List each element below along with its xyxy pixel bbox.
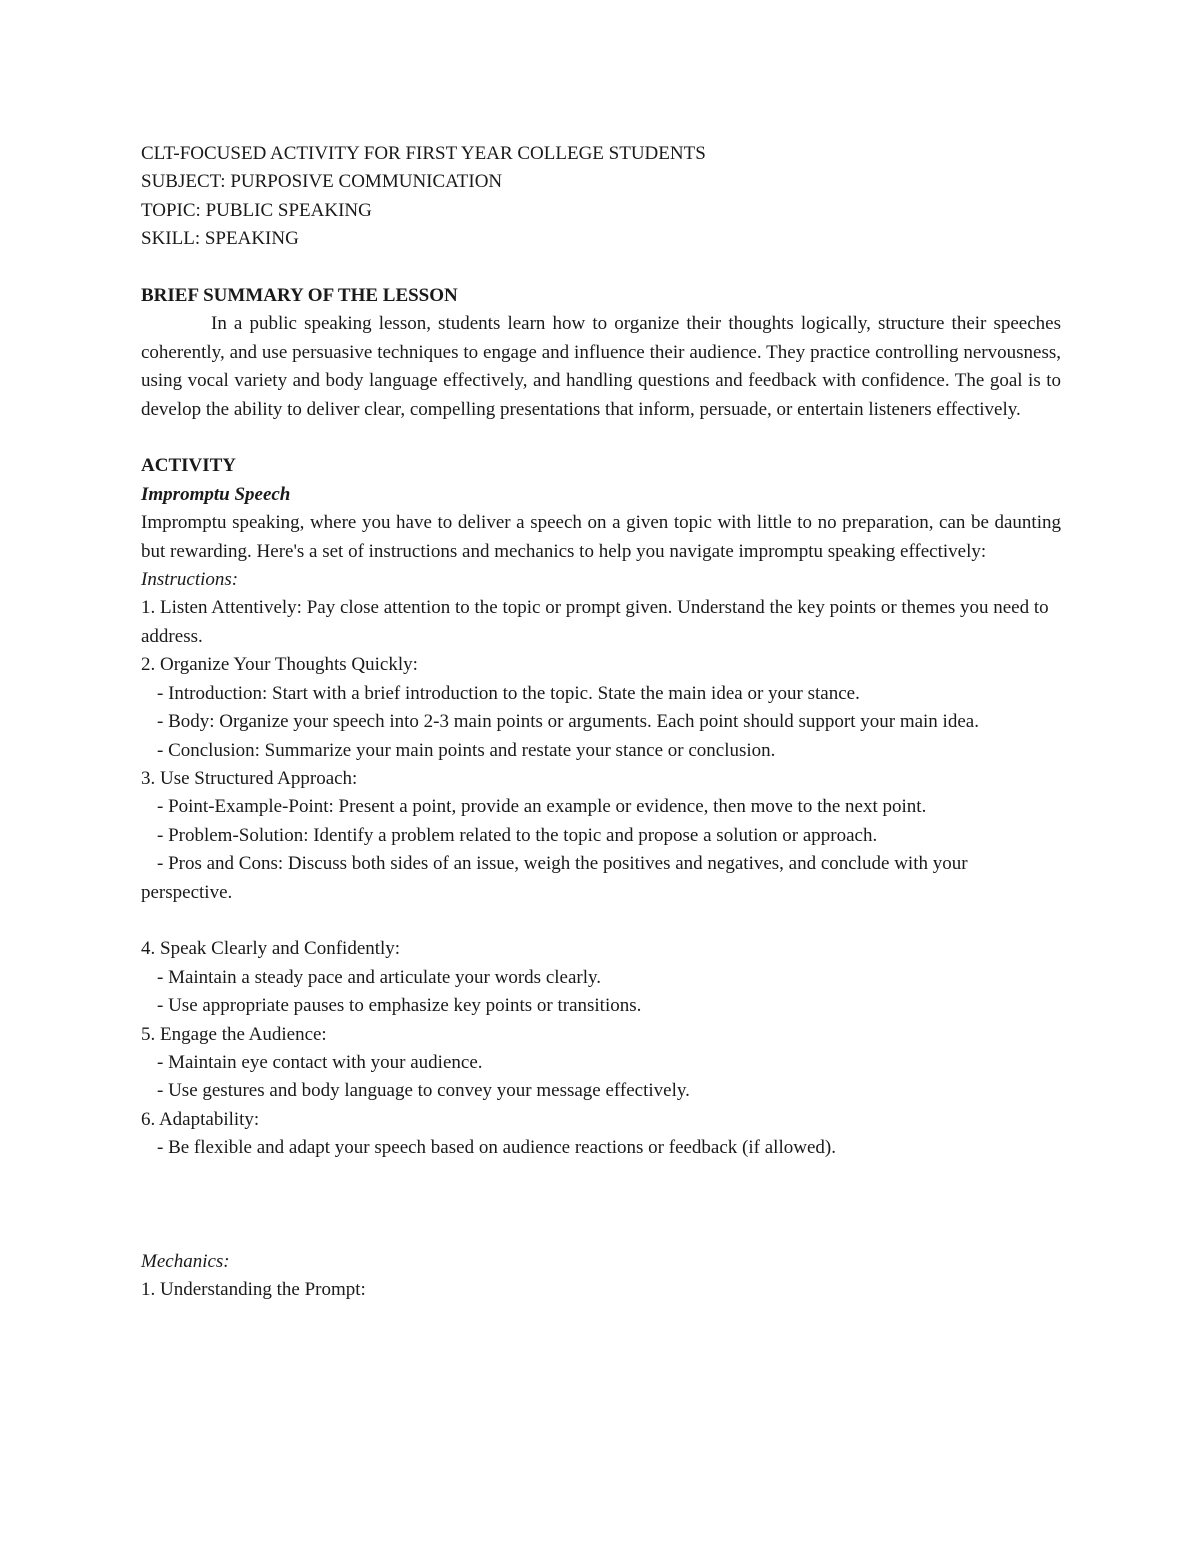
instruction-2b: - Body: Organize your speech into 2-3 main points or arguments. Each point should support your main idea. [157, 711, 979, 733]
instruction-3c: - Pros and Cons: Discuss both sides of an issue, weigh the positives and negatives, and conclude with your perspective. [141, 853, 968, 903]
mechanics-label: Mechanics: [141, 1250, 230, 1272]
doc-title: CLT-FOCUSED ACTIVITY FOR FIRST YEAR COLLEGE STUDENTS [141, 143, 706, 164]
skill-line: SKILL: SPEAKING [141, 228, 299, 250]
instruction-2c: - Conclusion: Summarize your main points and restate your stance or conclusion. [157, 739, 776, 761]
instruction-2: 2. Organize Your Thoughts Quickly: [141, 654, 418, 676]
instruction-5: 5. Engage the Audience: [141, 1023, 327, 1045]
instruction-3: 3. Use Structured Approach: [141, 767, 358, 789]
summary-heading: BRIEF SUMMARY OF THE LESSON [141, 285, 458, 307]
instruction-3b: - Problem-Solution: Identify a problem related to the topic and propose a solution or approach. [157, 824, 878, 846]
document-page [141, 140, 1061, 1304]
spacer [141, 424, 1061, 452]
instruction-4: 4. Speak Clearly and Confidently: [141, 938, 401, 960]
instruction-3a: - Point-Example-Point: Present a point, provide an example or evidence, then move to the next point. [157, 796, 927, 818]
instructions-label: Instructions: [141, 569, 239, 591]
instruction-2a: - Introduction: Start with a brief introduction to the topic. State the main idea or your stance. [157, 682, 860, 704]
spacer [141, 1163, 1061, 1248]
instruction-4a: - Maintain a steady pace and articulate your words clearly. [157, 966, 602, 988]
instruction-4b: - Use appropriate pauses to emphasize key points or transitions. [157, 995, 642, 1017]
activity-intro: Impromptu speaking, where you have to deliver a speech on a given topic with little to no preparation, can be daunting but rewarding. Here's a set of instructions and mechanics to help you navigate impromptu speaking effectively: [141, 512, 1061, 562]
spacer [141, 254, 1061, 282]
topic-line: TOPIC: PUBLIC SPEAKING [141, 199, 372, 221]
instruction-6: 6. Adaptability: [141, 1108, 260, 1130]
subject-line: SUBJECT: PURPOSIVE COMMUNICATION [141, 171, 503, 193]
activity-heading: ACTIVITY [141, 455, 237, 477]
instruction-1: 1. Listen Attentively: Pay close attention to the topic or prompt given. Understand the key points or themes you need to address. [141, 597, 1049, 647]
instruction-6a: - Be flexible and adapt your speech based on audience reactions or feedback (if allowed). [157, 1137, 836, 1159]
spacer [141, 907, 1061, 935]
mechanics-1: 1. Understanding the Prompt: [141, 1278, 366, 1300]
summary-paragraph: In a public speaking lesson, students learn how to organize their thoughts logically, structure their speeches coherently, and use persuasive techniques to engage and influence their audience. They practice controlling nervousness, using vocal variety and body language effectively, and handling questions and feedback with confidence. The goal is to develop the ability to deliver clear, compelling presentations that inform, persuade, or entertain listeners effectively. [141, 313, 1061, 420]
instruction-5b: - Use gestures and body language to convey your message effectively. [157, 1080, 690, 1102]
instruction-5a: - Maintain eye contact with your audience. [157, 1051, 483, 1073]
activity-title: Impromptu Speech [141, 483, 291, 505]
